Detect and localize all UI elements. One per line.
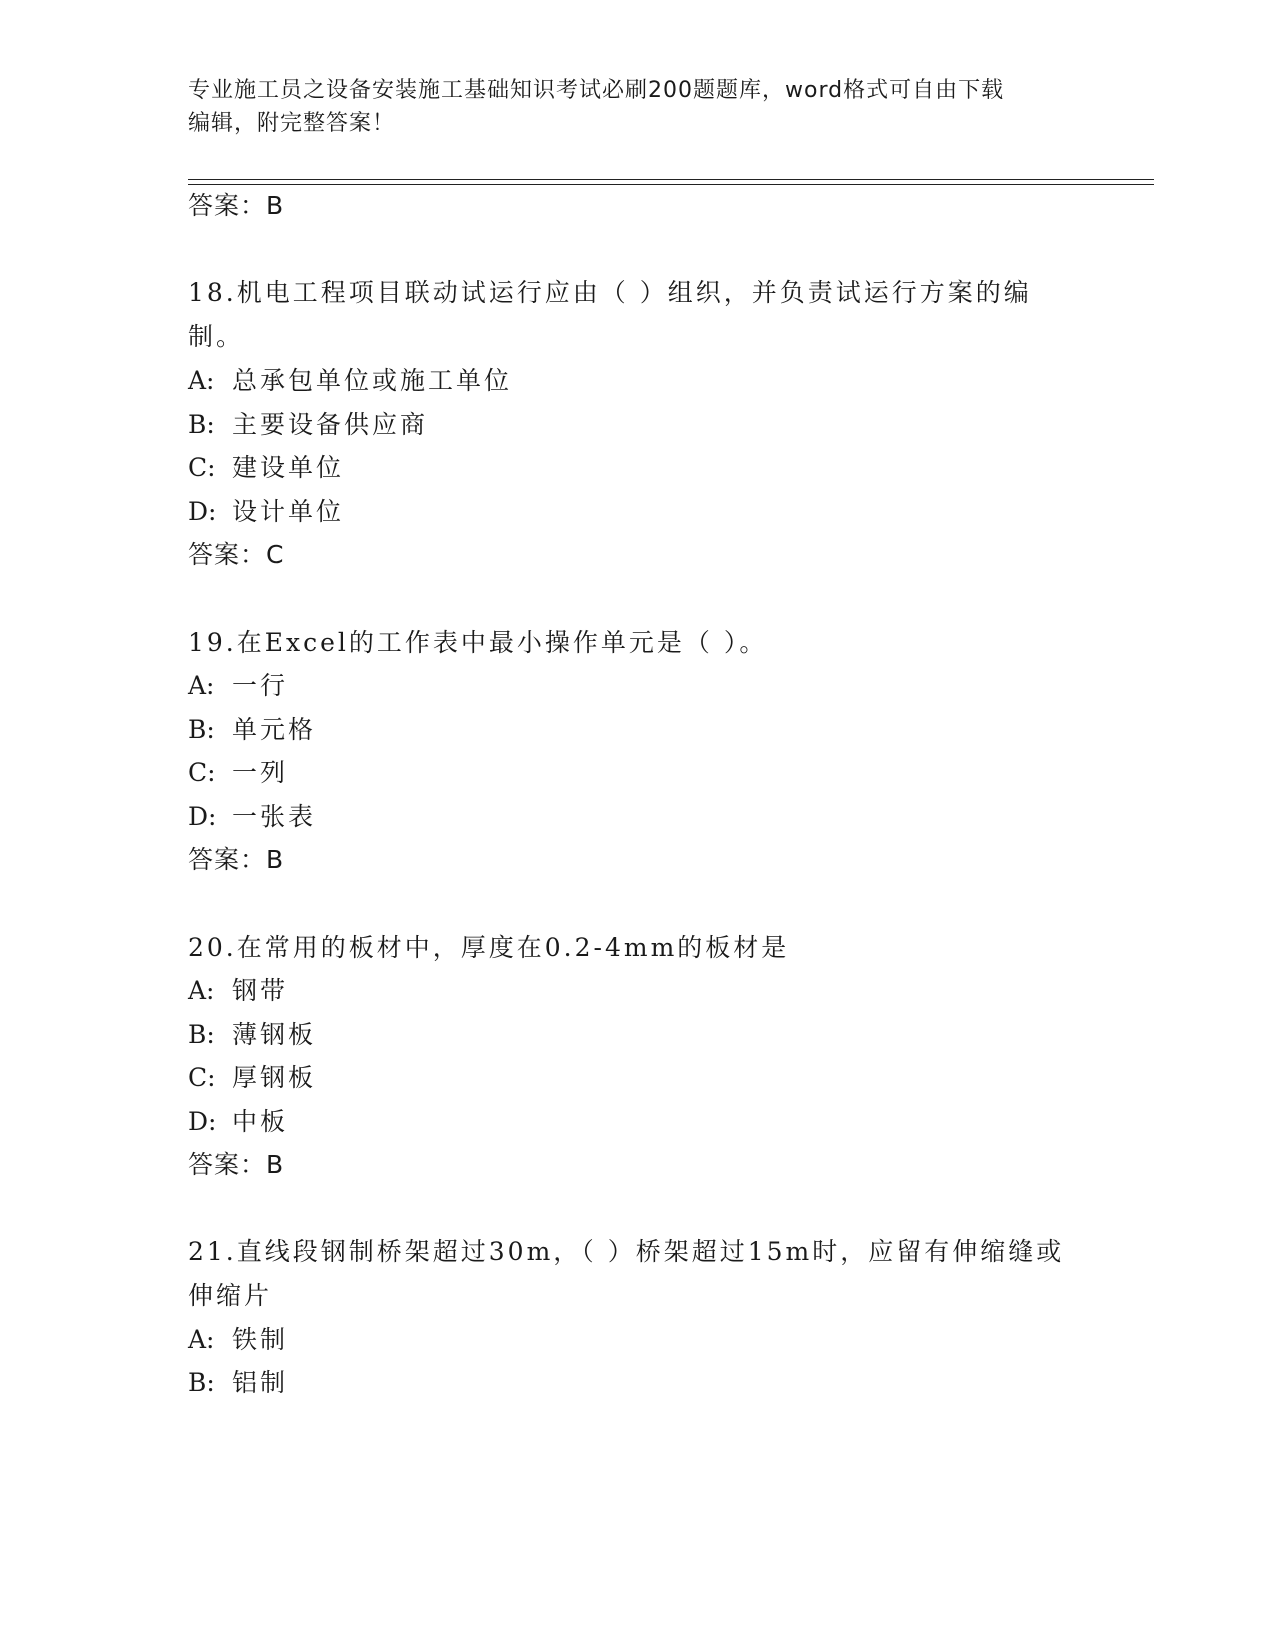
header-divider-bottom — [188, 184, 1154, 185]
header-line-1: 专业施工员之设备安装施工基础知识考试必刷200题题库，word格式可自由下载 — [188, 78, 1005, 103]
question-20-option-b — [188, 1015, 316, 1051]
option-text: 钢带 — [232, 976, 289, 1005]
question-18-answer: 答案：C — [188, 540, 285, 569]
option-key: B: — [188, 1368, 215, 1397]
question-18-stem-line-1: 18.机电工程项目联动试运行应由（ ）组织，并负责试运行方案的编 — [188, 278, 1032, 307]
option-key: D: — [188, 497, 217, 526]
question-20-option-a — [188, 971, 288, 1007]
question-19-stem-line-1: 19.在Excel的工作表中最小操作单元是（ ）。 — [188, 628, 768, 657]
option-text: 一行 — [232, 671, 289, 700]
question-20-answer: 答案：B — [188, 1150, 285, 1179]
option-text: 总承包单位或施工单位 — [232, 366, 513, 395]
option-text: 一张表 — [232, 802, 317, 831]
question-19-option-d — [188, 797, 316, 833]
option-key: B: — [188, 410, 215, 439]
question-20-option-d — [188, 1102, 288, 1138]
option-key: A: — [188, 1325, 215, 1354]
question-19-option-a — [188, 666, 288, 702]
header-divider-top — [188, 179, 1154, 180]
header-line-2: 编辑，附完整答案！ — [188, 111, 396, 136]
option-text: 中板 — [232, 1107, 289, 1136]
question-19-option-b — [188, 710, 316, 746]
option-key: A: — [188, 366, 215, 395]
option-text: 建设单位 — [232, 453, 345, 482]
option-text: 主要设备供应商 — [232, 410, 429, 439]
option-text: 薄钢板 — [232, 1020, 317, 1049]
option-text: 单元格 — [232, 715, 317, 744]
option-key: C: — [188, 758, 216, 787]
document-header — [188, 74, 1088, 140]
option-key: A: — [188, 976, 215, 1005]
option-key: C: — [188, 453, 216, 482]
option-key: D: — [188, 1107, 217, 1136]
question-19-option-c — [188, 753, 288, 789]
question-21-stem-line-1: 21.直线段钢制桥架超过30m，（ ）桥架超过15m时，应留有伸缩缝或 — [188, 1237, 1065, 1266]
option-key: C: — [188, 1063, 216, 1092]
option-text: 一列 — [232, 758, 289, 787]
option-text: 设计单位 — [232, 497, 345, 526]
question-18-option-a — [188, 361, 512, 397]
question-18-option-d — [188, 492, 344, 528]
option-key: B: — [188, 715, 215, 744]
option-key: A: — [188, 671, 215, 700]
question-18-option-b — [188, 405, 428, 441]
option-text: 铁制 — [232, 1325, 289, 1354]
option-key: D: — [188, 802, 217, 831]
question-21-stem-line-2: 伸缩片 — [188, 1281, 273, 1310]
option-text: 铝制 — [232, 1368, 289, 1397]
option-key: B: — [188, 1020, 215, 1049]
previous-answer: 答案：B — [188, 191, 285, 220]
question-20-stem-line-1: 20.在常用的板材中，厚度在0.2-4mm的板材是 — [188, 933, 790, 962]
question-18-option-c — [188, 448, 344, 484]
question-21-option-a — [188, 1320, 288, 1356]
question-19-answer: 答案：B — [188, 845, 285, 874]
question-18-stem-line-2: 制。 — [188, 322, 245, 351]
option-text: 厚钢板 — [232, 1063, 317, 1092]
question-20-option-c — [188, 1058, 316, 1094]
question-21-option-b — [188, 1363, 288, 1399]
